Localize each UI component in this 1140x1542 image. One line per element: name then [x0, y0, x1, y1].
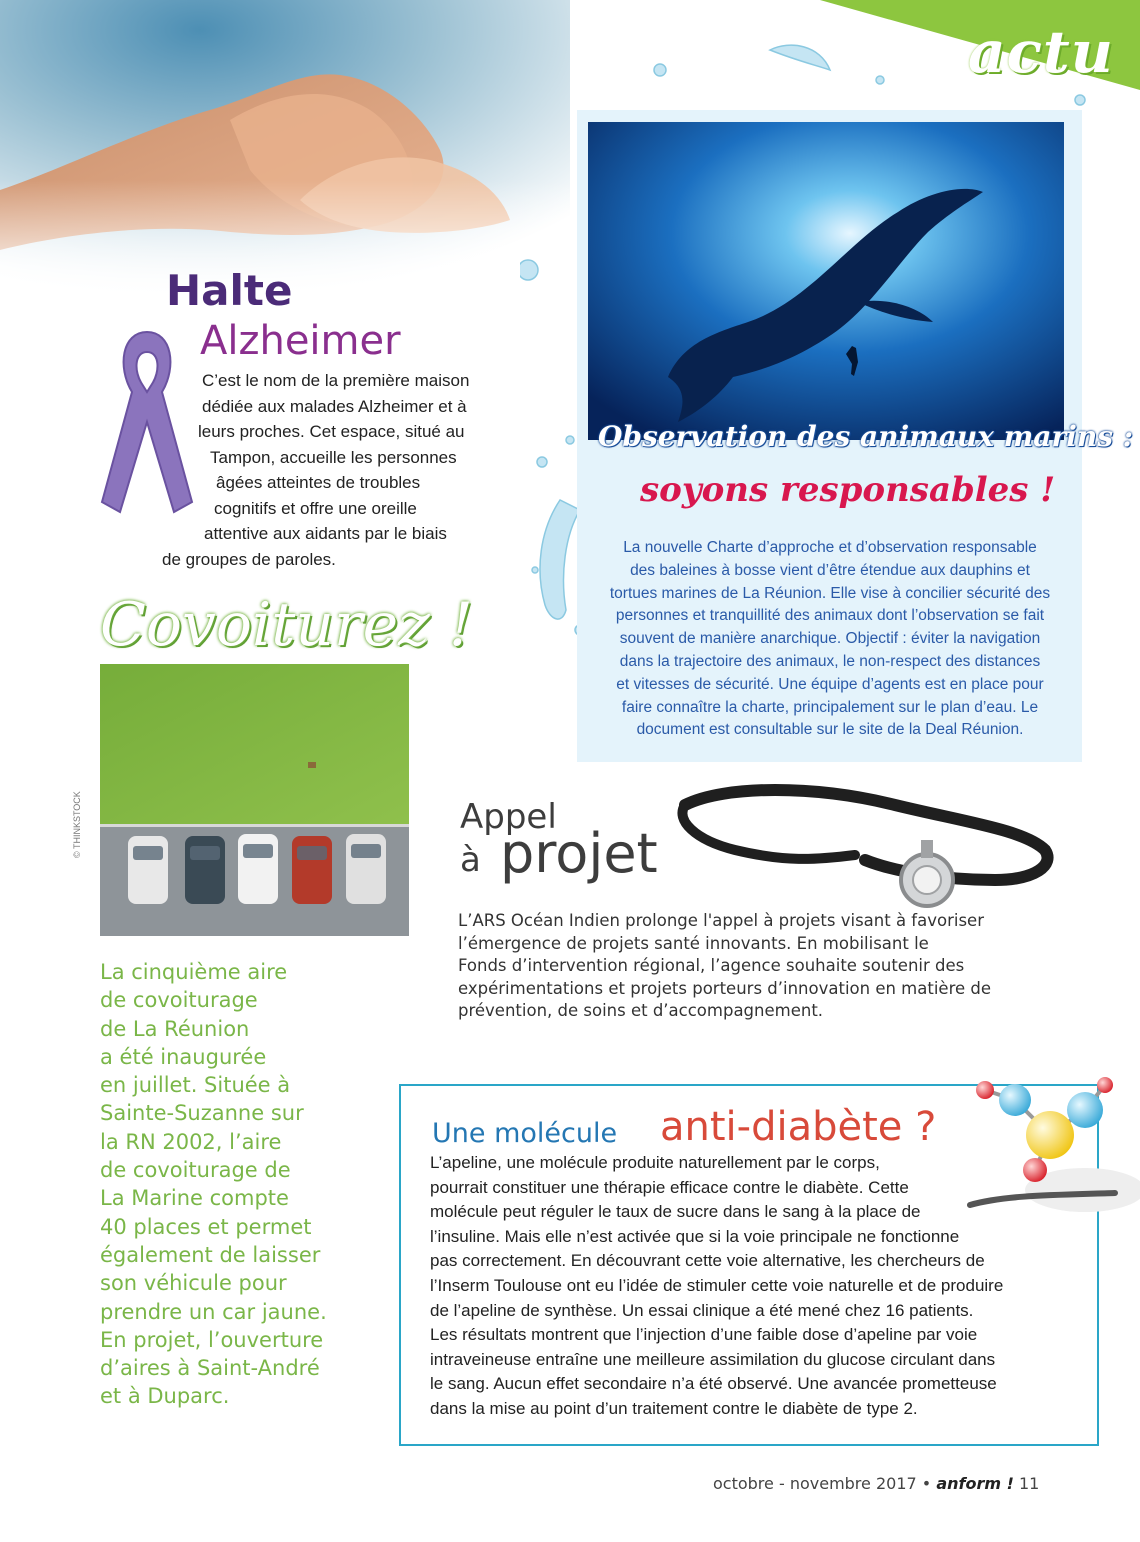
covoiturage-line: de covoiturage de — [100, 1158, 291, 1183]
covoiturage-line: prendre un car jaune. — [100, 1299, 327, 1324]
footer-separator: • — [921, 1474, 932, 1493]
covoiturage-line: de La Réunion — [100, 1016, 250, 1041]
alzheimer-line: leurs proches. Cet espace, situé au — [198, 422, 465, 441]
molecule-line: Les résultats montrent que l’injection d’une faible dose d’apeline par voie — [430, 1325, 978, 1345]
appel-line: Fonds d’intervention régional, l’agence souhaite soutenir des — [458, 956, 965, 975]
appel-title-3: projet — [500, 822, 658, 885]
molecule-line: pourrait constituer une thérapie efficace contre le diabète. Cette — [430, 1177, 909, 1197]
appel-title-1: Appel — [460, 797, 557, 837]
photo-credit: © THINKSTOCK — [72, 791, 82, 858]
footer-magazine: anform ! — [936, 1474, 1014, 1493]
alzheimer-line: âgées atteintes de troubles — [216, 473, 421, 492]
whale-photo — [588, 122, 1064, 440]
marine-line: personnes et tranquillité des animaux dont l’observation se fait — [615, 607, 1045, 625]
covoiturage-line: La cinquième aire — [100, 960, 288, 984]
covoiturage-line: et à Duparc. — [100, 1384, 230, 1409]
covoiturage-line: a été inaugurée — [100, 1044, 267, 1069]
marine-line: faire connaître la charte, principalement sur le plan d’eau. Le — [621, 698, 1039, 716]
molecule-title-2: anti-diabète ? — [660, 1104, 937, 1150]
molecule-line: l’insuline. Mais elle n’est activée que si la voie principale ne fonctionne — [430, 1226, 960, 1246]
appel-line: l’émergence de projets santé innovants. En mobilisant le — [458, 933, 929, 953]
marine-line: et vitesses de sécurité. Une équipe d’agents est en place pour — [616, 675, 1044, 693]
alzheimer-title-1: Halte — [166, 266, 293, 315]
marine-line: tortues marines de La Réunion. Elle vise à concilier sécurité des — [609, 584, 1051, 602]
stethoscope-icon — [665, 780, 1085, 920]
alzheimer-line: dédiée aux malades Alzheimer et à — [202, 396, 467, 416]
appel-title-2: à — [460, 840, 481, 880]
marine-line: dans la trajectoire des animaux, le non-respect des distances — [619, 652, 1041, 670]
covoiturage-line: d’aires à Saint-André — [100, 1356, 320, 1381]
alzheimer-line: Tampon, accueille les personnes — [210, 447, 457, 467]
molecule-body — [430, 1151, 1070, 1422]
marine-line: des baleines à bosse vient d’être étendue aux dauphins et — [630, 561, 1030, 579]
marine-title: Observation des animaux marins : — [598, 420, 1134, 453]
molecule-line: pas correctement. En découvrant cette voie alternative, les chercheurs de — [430, 1251, 985, 1271]
page-footer — [713, 1474, 1039, 1493]
covoiturage-line: Sainte-Suzanne sur — [100, 1101, 304, 1126]
hands-photo — [0, 0, 570, 300]
molecule-line: l’Inserm Toulouse ont eu l’idée de stimuler cette voie naturelle et de produire — [430, 1275, 1004, 1295]
alzheimer-title-2: Alzheimer — [200, 318, 401, 364]
marine-line: souvent de manière anarchique. Objectif : éviter la navigation — [619, 630, 1041, 648]
appel-line: L’ARS Océan Indien prolonge l'appel à projets visant à favoriser — [458, 911, 984, 930]
marine-body — [590, 537, 1070, 742]
molecule-line: intraveineuse entraîne une meilleure assimilation du glucose circulant dans — [430, 1349, 996, 1369]
covoiturage-title: Covoiturez ! — [100, 590, 473, 660]
alzheimer-line: cognitifs et offre une oreille — [214, 498, 417, 518]
molecule-line: dans la mise au point d’un traitement contre le diabète de type 2. — [430, 1398, 918, 1418]
molecule-line: L’apeline, une molécule produite naturellement par le corps, — [430, 1153, 880, 1172]
covoiturage-line: en juillet. Située à — [100, 1073, 291, 1098]
alzheimer-line: attentive aux aidants par le biais — [204, 524, 447, 543]
marine-subtitle: soyons responsables ! — [640, 470, 1056, 510]
covoiturage-line: La Marine compte — [100, 1186, 289, 1211]
molecule-title-1: Une molécule — [432, 1118, 618, 1149]
molecule-line: le sang. Aucun effet secondaire n’a été observé. Une avancée prometteuse — [430, 1374, 997, 1394]
footer-date: octobre - novembre 2017 — [713, 1474, 917, 1493]
covoiturage-line: son véhicule pour — [100, 1271, 287, 1296]
covoiturage-line: de covoiturage — [100, 988, 258, 1013]
marine-line: document est consultable sur le site de la Deal Réunion. — [636, 721, 1024, 739]
covoiturage-body — [100, 958, 390, 1411]
marine-line: La nouvelle Charte d’approche et d’observation responsable — [623, 539, 1037, 556]
covoiturage-line: la RN 2002, l’aire — [100, 1129, 282, 1154]
alzheimer-line: de groupes de paroles. — [162, 549, 336, 569]
molecule-line: de l’apeline de synthèse. Un essai clinique a été mené chez 16 patients. — [430, 1300, 974, 1320]
appel-line: prévention, de soins et d’accompagnement. — [458, 1001, 824, 1020]
covoiturage-line: 40 places et permet — [100, 1214, 312, 1239]
footer-page-number: 11 — [1018, 1474, 1040, 1493]
molecule-line: molécule peut réguler le taux de sucre dans le sang à la place de — [430, 1202, 921, 1222]
covoiturage-line: également de laisser — [100, 1242, 321, 1267]
alzheimer-line: C’est le nom de la première maison — [202, 371, 470, 390]
covoiturage-line: En projet, l’ouverture — [100, 1327, 324, 1352]
appel-line: expérimentations et projets porteurs d’innovation en matière de — [458, 978, 992, 998]
appel-body — [458, 910, 1068, 1023]
alzheimer-body — [162, 368, 492, 572]
parking-photo — [100, 664, 409, 936]
section-label: actu — [968, 18, 1114, 86]
